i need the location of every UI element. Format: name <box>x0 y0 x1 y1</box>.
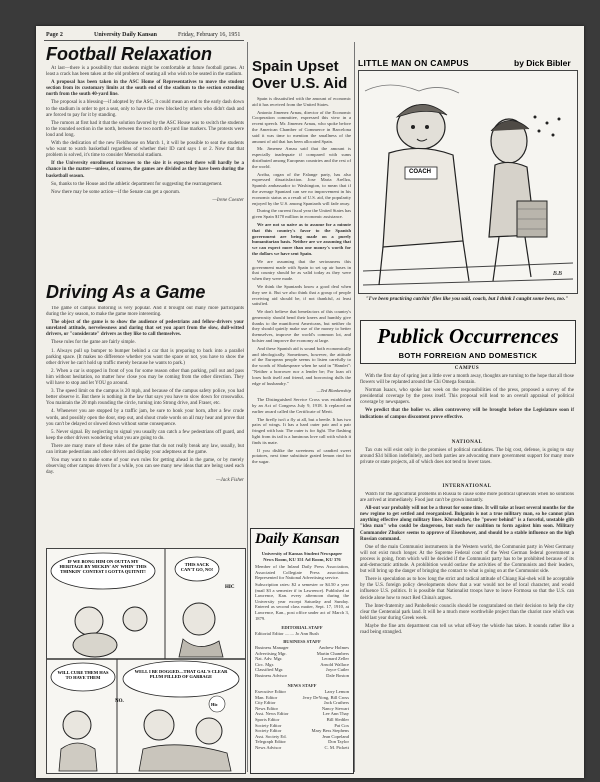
staff-row: Business Advisor Dale Boston <box>255 672 349 678</box>
staff-row: Man. Editor Jerry DeYong, Bill Cross <box>255 694 349 700</box>
paragraph: Norman Isaacs, who spoke last week on the responsibilities of the press, proposed a survey of the presidential coverage by the press itself. This proposal will lead to an overall appraisal of political coverage by newspapers. <box>360 388 574 406</box>
paragraph: We predict that the holier vs. alien controversy will be brought before the Legislature soon if indications of campus discontent prove effective. <box>360 408 574 420</box>
paragraph: Arriba, organ of the Falange party, has also expressed dissatisfaction. Jose Maria Arellza, Spanish ambassador to Washington, to mean that if the average Spaniard can see no improvement in his economic status as a result of U.S. aid, the popularity enjoyed by the U.S. among Spaniards will fade away. <box>252 171 351 206</box>
paragraph: We think the Spaniards know a good deal when they see it. But we also think that a group of people receiving aid should be, if not thankful, at least satisfied. <box>252 283 351 307</box>
column-divider-1 <box>247 42 248 772</box>
section-heading-international: INTERNATIONAL <box>442 484 492 489</box>
header-rule <box>44 40 244 41</box>
cartoon-signature: B.B <box>553 271 562 277</box>
paragraph: Spain is dissatisfied with the amount of economic aid it has received from the United States. <box>252 96 351 107</box>
paragraph: The game of campus motoring is very popular. And it brought out many more participants during the icy season, to make the game more interesting. <box>46 306 244 318</box>
cartoon-title: LITTLE MAN ON CAMPUS <box>358 58 469 68</box>
paragraph: You may want to make some of your own rules for getting ahead in the game, or by merely observing other campus drivers for a while, you can see many new ideas that are being used each day. <box>46 458 244 476</box>
paragraph: We are assuming that the seriousness this government made with Spain to set up air bases in that country should be as valid today as they were when they were made. <box>252 258 351 282</box>
paragraph: 1. Always pull up bumper to bumper behind a car that is preparing to back into a parallel parking space. (It makes no difference whether you want the space or not, you have to show the other driver he can't hold up traffic merely because he wants to park.) <box>46 348 244 366</box>
paragraph: During the current fiscal year the United States has given Spain $170 million in economic assistance. <box>252 208 351 220</box>
staff-row: Circ. Mgr. Arnold Wallace <box>255 661 349 667</box>
masthead-line-3: Member of the Inland Daily Press Association, Associated Collegiate Press association. Represented for National Advertising service. <box>255 564 349 581</box>
staff-row: Society Editor Mary Bess Stephens <box>255 728 349 734</box>
publick-subtitle: BOTH FORREIGN AND DOMESTICK <box>398 351 538 360</box>
cartoon-panel <box>358 70 578 294</box>
staff-row: Nat. Adv. Mgr. Leonard Zeller <box>255 656 349 662</box>
comic-strip-art <box>47 549 245 773</box>
byline: —Ted Blankenship <box>316 388 351 394</box>
staff-row: Sports Editor Bill Sledtler <box>255 716 349 722</box>
byline: —Irene Coester <box>212 197 244 203</box>
paragraph: 4. Whenever you are stopped by a traffic jam, be sure to honk your horn, after a few crude words, and possibly open the door, step out, and shout crude words on all may hear and prove that you can't be delayed or slowed down without some consequence. <box>46 409 244 427</box>
staff-row: Asst. Society Ed. Jean Copeland <box>255 733 349 739</box>
masthead-line-2: News Room, KU 351 Ad Room, KU 376 <box>263 557 341 562</box>
paragraph: Now there may be some action—if the Senate can get a quorum. <box>51 189 181 195</box>
masthead-box <box>250 528 354 774</box>
comic-bubble-2: THIS SACK CAN'T GO, NO! <box>180 562 214 573</box>
comic-strip <box>46 548 246 774</box>
masthead-line-1: University of Kansas Student Newspaper <box>261 551 343 556</box>
paper-name: University Daily Kansan <box>94 32 158 38</box>
section-heading-national: NATIONAL <box>451 440 483 445</box>
comic-bubble-4: WELL I BE DOGGED—THAT GAL'S CLEAR PLUM FILLED OF GARBAGE <box>134 669 228 680</box>
paragraph: These rules for the game are fairly simple. <box>51 340 136 346</box>
comic-label-hic-2: Hic <box>211 702 218 707</box>
paragraph: Tax cuts will exist only in the promises of political candidates. The big cost, defense, is going to stay around $34 billion indefinitely, and both parties are advocating more government support for many more private or state projects, all of which does not tend to lower taxes. <box>360 448 574 466</box>
staff-row: Advertising Mgr. Martin Chambers <box>255 650 349 656</box>
masthead-name: Daily Kansan <box>255 531 340 547</box>
paragraph: At last—there is a possibility that students might be comfortable at future football games. At least a crack has been taken at the old problem of seating all who wish to be seated in the stadium. <box>46 66 244 78</box>
editorial-staff-heading: EDITORIAL STAFF <box>281 625 323 630</box>
editorial-driving-body <box>46 306 244 542</box>
staff-row: Executive Editor Larry Lemon <box>255 689 349 694</box>
staff-row: News Advisor C. M. Pickett <box>255 744 349 750</box>
paragraph: Antonio Jimenez Arnau, director of the Economic Cooperation committee, expressed this view in a recent speech. Mr. Jimenez Arnau, who spoke before the American Chamber of Commerce in Barcelona said it was time to mention the smallness of the amount of aid that has been allocated Spain. <box>252 109 351 144</box>
paragraph: We don't believe that benefactors of this country's generosity should bend their knees and humbly give thanks to the munificent Americans, but neither do they should quietly make use of the money to better themselves, improve the world's common lot, and bolster and improve the economy at large. <box>252 309 351 344</box>
cartoon-caption: "I've been practicing catchin' flies like you said, coach, but I think I caught some bees, too." <box>365 296 569 302</box>
staff-row: Asst. News Editor Lee Ann Thay <box>255 711 349 717</box>
article-title-spain: Spain Upset Over U.S. Aid <box>252 58 348 92</box>
paragraph: There are many more of these rules of the game that do not really break any law, usually, but can irritate pedestrians and other drivers and display your adeptness at the game. <box>46 443 244 455</box>
section-heading-campus: CAMPUS <box>454 366 480 371</box>
byline: —Jack Fisher <box>216 478 244 484</box>
paragraph: So, thanks to the House and the athletic department for suggesting the rearrangement. <box>51 181 223 187</box>
masthead-line-4: Subscription rates: $2 a semester or $4.50 a year (mail $3 a semester if in Lawrence). Published at Lawrence, Kan. every afternoon during the University year except Saturday and Sunday. Entered as second class matter, Sept. 17, 1910, at Lawrence, Kan., post office under act of March 3, 1879. <box>255 582 349 621</box>
paragraph: Mr. Jimenez Arnau said that the amount is especially inadequate if compared with sums distributed among European countries and the rest of the world. <box>252 146 351 169</box>
paragraph: And these Spanish aid is sound both economically and ideologically. Sometimes, however, the attitude of the European people seems to listen carefully to the words of Shakespeare when he said in "Hamlet": "Neither a borrower nor a lender be; For loan oft loses both itself and friend, and borrowing dulls the edge of husbandry." <box>252 345 351 386</box>
paragraph: Maybe the fine arts department can tell us what off-key the whistle has taken. It sounds rather like a road being strangled. <box>360 623 574 635</box>
issue-date: Friday, February 16, 1951 <box>178 32 241 38</box>
editorial-editor: Editorial Editor ........ Jo Ann Bush <box>255 631 319 636</box>
staff-row: City Editor Jack Cruthers <box>255 700 349 706</box>
cartoon-author: by Dick Bibler <box>514 58 571 68</box>
paragraph: If you dislike the sweetness of candied sweet potatoes, next time substitute grated lemon rind for the sugar. <box>252 447 351 465</box>
paragraph: 5. Never signal. By neglecting to signal you usually can catch a few pedestrians off guard, and keep the other drivers wondering what you are going to do. <box>46 429 244 441</box>
editorial-football-body <box>46 66 244 278</box>
paragraph: All-out war probably will not be a threat for some time. It will take at least several months for the new regime to get settled and reorganized. Bulganin is not a true military man, so he cannot plan anything effective along military lines. Khrushchev, the "power behind" is a forceful, unstable glib "idea man" who could be dangerous, but such for coalition to form against him soon. Military Commander Zhukov seems to approve of Eisenhower, and should be a stable influence on the high Russian command. <box>360 506 574 542</box>
page-number: Page 2 <box>46 32 63 38</box>
paragraph: The Distinguished Service Cross was established by an Act of Congress July 9, 1918. It replaced an earlier award called the Certificate of Merit. <box>252 397 351 414</box>
business-staff-heading: BUSINESS STAFF <box>283 639 321 644</box>
paragraph: Watch for the agricultural problems in Russia to cause some more political upheavals when no solutions are arrived at immediately. Food just can't be grown instantly. <box>360 492 574 504</box>
article-spain-body <box>252 96 351 524</box>
paragraph: We are not so naive as to assume for a minute that this country's favor to the Spanish government are being made on a purely humanitarian basis. Neither are we assuming that we can expect more than one money's worth for the dollars we have sent Spain. <box>252 221 351 256</box>
paragraph: The object of the game is to show the audience of pedestrians and fellow-drivers your unrelated attitude, nervelessness and daring that set you apart from the slow, dull-witted drivers, or "considerate" drivers as they like to call themselves. <box>46 320 244 338</box>
staff-row: Classified Mgr. Joyce Cutler <box>255 667 349 673</box>
news-staff-list <box>255 689 349 751</box>
editorial-title-driving: Driving As a Game <box>46 282 206 302</box>
section-international-body <box>360 492 574 774</box>
comic-label-no: NO. <box>115 699 124 704</box>
paragraph: The Inter-fraternity and Panhellenic councils should be congratulated on their decision to help the city clear the Centennial park land. It will be a much more worthwhile project than the chariot race which was held last year during Greek week. <box>360 603 574 621</box>
newspaper-page <box>36 26 584 778</box>
staff-row: Telegraph Editor Don Taylor <box>255 739 349 745</box>
publick-title: Publick Occurrences <box>377 324 559 348</box>
section-campus-body <box>360 374 574 423</box>
comic-bubble-3: WILL CURE THEM HAS TO HAVE THEM <box>57 670 109 681</box>
staff-row: Society Editor Pat Cox <box>255 722 349 728</box>
coach-sign: COACH <box>409 169 431 175</box>
section-national-body <box>360 448 574 468</box>
staff-row: News Editor Nancy Stewart <box>255 705 349 711</box>
paragraph: With the first day of spring just a little over a month away, thoughts are turning to the hope that all those flowers will be replanted around the Chi Omega fountain. <box>360 374 574 386</box>
staff-row: Business Manager Andrew Holmes <box>255 645 349 650</box>
news-staff-heading: NEWS STAFF <box>287 683 317 688</box>
editorial-title-football: Football Relaxation <box>46 44 213 64</box>
business-staff-list <box>255 645 349 679</box>
publick-banner <box>360 320 576 364</box>
paragraph: With the dedication of the new Fieldhouse on March 1, it will be possible to seat the students who want to watch basketball regardless of whether their ID card says 1 or 2. Now that that problem is solved, it's time to consider Memorial stadium. <box>46 141 244 159</box>
paragraph: If the University enrollment increases to the size it is expected there will hardly be a chance in the matter—unless, of course, the games are divided as they have been during the basketball season. <box>46 161 244 179</box>
paragraph: A proposal has been taken in the ASC Home of Representatives to move the student section from its customary limits at the south end of the stadium to the section extending north from the south 40-yard line. <box>46 80 244 98</box>
paragraph: There is speculation as to how long the strict and radical attitude of Chiang Kai-shek will be acceptable by the U.S. foreign policy developments show that a war would not be of local character, and would influence U.S. politics. It is possible that Nationalist troops have to leave Formosa so that the U.S. can decide alone how to react Red China's argues. <box>360 577 574 601</box>
paragraph: The proposal is a blessing—if adopted by the ASC, it could mean an end to the early dash down to the stadium in order to get a seat, only to have the crew blocked by others who didn't dash and are forced to pay for it by standing. <box>46 100 244 118</box>
paragraph: 2. When a car is stopped in front of you for some reason other than parking, pull out and pass him without hesitation, no matter how close you may be coming from the other direction. They will have to stop and let YOU go around. <box>46 368 244 387</box>
paragraph: One of the main Communist instruments in the Western world, the Communist party in West Germany will not exist much longer. At the Supreme Federal court of the West German federal government a process is going, from which will be decided if the Communist party has to be prohibited because of its anti-democratic attitude. A prohibition would outlaw the activities of the Communists and their leaders, but will bring up the danger of bringing the contact to what is going on at the Communist side. <box>360 544 574 575</box>
comic-bubble-1: IF WE BONG HIM ON OUTTA MY HERITAGE BY MICKIN' AN' WHIN' THIS THINKIN' CONTEST I GOTTA QUITNIT! <box>59 559 147 575</box>
paragraph: 3. The speed limit on the campus is 20 mph, and because of the campus safety police, you had better observe it. But there is nothing in the law that says you have to slow down for crosswalks. You maintain the 20 mph rounding the circle, turning into Strong drive, and Fraser, etc. <box>46 389 244 407</box>
column-divider-2 <box>354 42 355 772</box>
paragraph: The firefly isn't a fly at all, but a beetle. It has two pairs of wings. It has a hard outer pair and a pair fringed with hair. The outer is for fight. The flashing light from its tail is a luminous love call with which it finds its mate. <box>252 416 351 445</box>
paragraph: The rumors at first had it that the solution favored by the ASC House was to switch the students to the rounded section in the north, between the two north 40-yard line markers. The protests were loud and long. <box>46 120 244 138</box>
cartoon-art <box>359 71 577 293</box>
comic-label-hic: HIC <box>225 585 235 590</box>
